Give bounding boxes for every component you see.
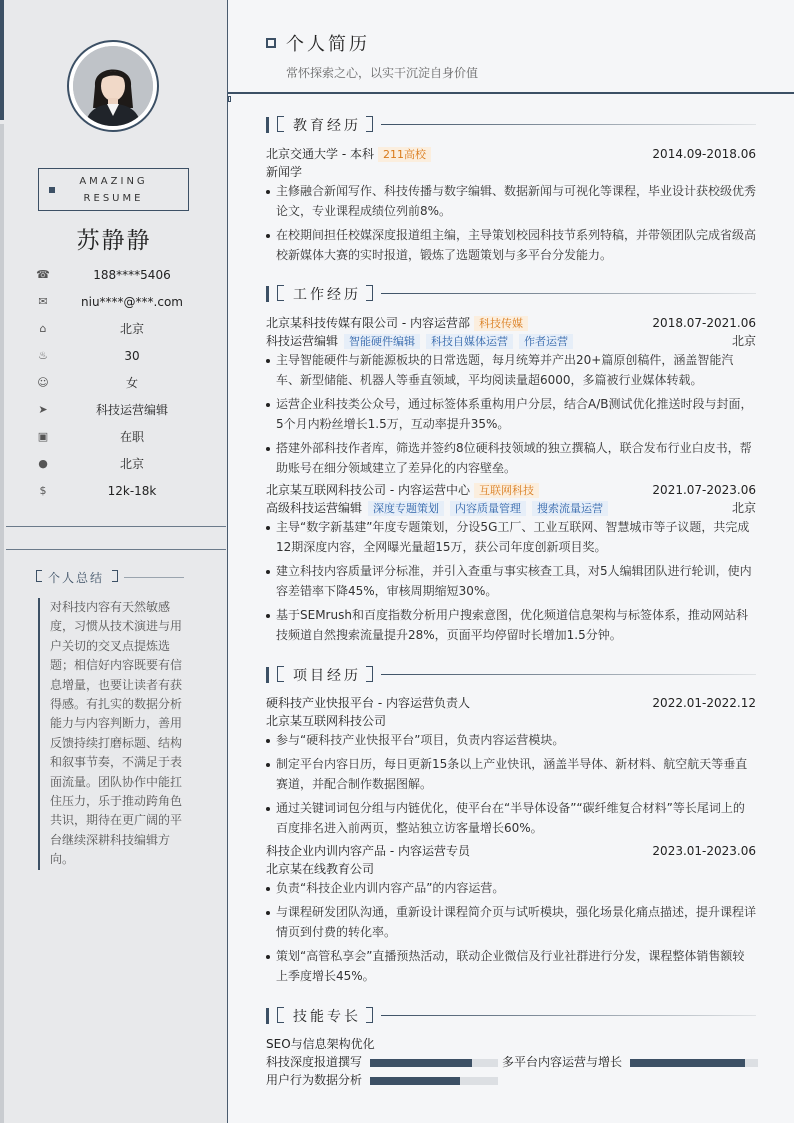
- list-item: 在校期间担任校媒深度报道组主编，主导策划校园科技节系列特稿，并带领团队完成省级高校新媒体大赛的实时报道，锻炼了选题策划与多平台分发能力。: [266, 226, 756, 265]
- school-badge: 211高校: [378, 147, 431, 162]
- corner-mark: [228, 96, 231, 102]
- info-value: 在职: [119, 430, 144, 444]
- bracket-left-icon: [277, 666, 284, 682]
- job-role: 科技运营编辑: [266, 334, 339, 348]
- bracket-left-icon: [277, 116, 284, 132]
- job-tag: 科技自媒体运营: [426, 334, 513, 349]
- info-age: [36, 347, 206, 365]
- info-target-role: [36, 401, 206, 419]
- info-value: 科技运营编辑: [95, 403, 168, 417]
- avatar-frame: [67, 40, 159, 132]
- list-item: 负责“科技企业内训内容产品”的内容运营。: [266, 879, 756, 899]
- sidebar-divider: [6, 526, 226, 527]
- education-header: [266, 146, 756, 163]
- title-square-icon: [266, 38, 276, 48]
- phone-icon: ☎: [36, 268, 50, 281]
- bracket-right-icon: [366, 1007, 373, 1023]
- project-org-row: [266, 713, 756, 730]
- education-major-row: [266, 164, 756, 181]
- info-gender: [36, 374, 206, 392]
- education-date: 2014.09-2018.06: [652, 147, 756, 161]
- skill-bar: [370, 1059, 498, 1067]
- skill-headline: SEO与信息架构优化: [266, 1037, 375, 1051]
- list-item: 运营企业科技类公众号，通过标签体系重构用户分层，结合A/B测试优化推送时段与封面，5个月内粉丝增长1.5万，互动率提升35%。: [266, 395, 756, 434]
- email-icon: ✉: [38, 295, 48, 308]
- skill-bar: [370, 1077, 498, 1085]
- project-header: [266, 843, 756, 860]
- info-status: [36, 428, 206, 446]
- job-tag: 内容质量管理: [450, 501, 526, 516]
- job-company: 北京某科技传媒有限公司 - 内容运营部: [266, 316, 470, 330]
- sidebar-accent-bar: [0, 0, 4, 120]
- list-item: 主导智能硬件与新能源板块的日常选题，每月统筹并产出20+篇原创稿件，涵盖智能汽车、新型储能、机器人等垂直领域，平均阅读量超6000，多篇被行业媒体转载。: [266, 351, 756, 390]
- job-role-row: [266, 500, 756, 517]
- section-line: [381, 674, 756, 675]
- info-location: [36, 455, 206, 473]
- list-item: 基于SEMrush和百度指数分析用户搜索意图，优化频道信息架构与标签体系，推动网站科技频道自然搜索流量提升28%，页面平均停留时长增加1.5分钟。: [266, 606, 756, 645]
- info-hometown: [36, 320, 206, 338]
- job-tag: 深度专题策划: [368, 501, 444, 516]
- bracket-right-icon: [366, 285, 373, 301]
- skill-label: 用户行为数据分析: [266, 1073, 363, 1087]
- project-org-row: [266, 861, 756, 878]
- list-item: 主修融合新闻写作、科技传播与数字编辑、数据新闻与可视化等课程，毕业设计获校级优秀论文，专业课程成绩位列前8%。: [266, 182, 756, 221]
- cake-icon: ♨: [38, 349, 48, 362]
- info-value: 北京: [119, 457, 144, 471]
- bracket-right-icon: [112, 570, 118, 582]
- avatar-portrait-icon: [73, 46, 153, 126]
- list-item: 搭建外部科技作者库，筛选并签约8位硬科技领域的独立撰稿人，联合发布行业白皮书，帮助账号在细分领域建立了差异化的内容壁垒。: [266, 439, 756, 478]
- section-line: [381, 293, 756, 294]
- list-item: 制定平台内容日历，每日更新15条以上产业快讯，涵盖半导体、新材料、航空航天等垂直赛道，并配合制作数据图解。: [266, 755, 756, 794]
- info-value: 女: [125, 376, 138, 390]
- bracket-left-icon: [277, 285, 284, 301]
- project-name: 硬科技产业快报平台 - 内容运营负责人: [266, 696, 470, 710]
- bracket-left-icon: [36, 570, 42, 582]
- skill-bar-fill: [370, 1077, 460, 1085]
- project-header: [266, 695, 756, 712]
- section-line: [381, 1015, 756, 1016]
- info-salary: [36, 482, 206, 500]
- job-tag: 智能硬件编辑: [344, 334, 420, 349]
- education-major: 新闻学: [266, 165, 303, 179]
- info-value: 12k-18k: [107, 484, 157, 498]
- job-badge: 科技传媒: [474, 316, 528, 331]
- sidebar-divider: [6, 549, 226, 550]
- resume-page: AMAZING RESUME 苏静静 ☎ 188****5406 ✉ niu****@***.com ⌂ 北京 ♨ 30 ☺ 女 ➤ 科技运营编辑 ▣ 在职 ● 北京 $ 12k-18k 个人总结 对科技内容有天然敏感度，习惯从技术演进与用户关切的交叉点提炼选题；相信好内容既要有信息增量，也要让读者有获得感。有扎实的数据分析能力与内容判断力，善用反馈持续打磨标题、结构和叙事节奏，不满足于表面流量。团队协作中能扛住压力，乐于推动跨角色共识，期待在更广阔的平台继续深耕科技编辑方向。 个人简历 常怀探索之心，以实干沉淀自身价值 教育经历 北京交通大学 - 本科 211高校 2014.09-2018.06 新闻学 主修融合新闻写作、科技传播与数字编辑、数据新闻与可视化等课程，毕业设计获校级优秀论文，专业课程成绩位列前8%。 在校期间担任校媒深度报道组主编，主导策划校园科技节系列特稿，并带领团队完成省级高校新媒体大赛的实时报道，锻炼了选题策划与多平台分发能力。 工作经历 北京某科技传媒有限公司 - 内容运营部 科技传媒 2018.07-2021.06 科技运营编辑 智能硬件编辑 科技自媒体运营 作者运营 北京 主导智能硬件与新能源板块的日常选题，每月统筹并产出20+篇原创稿件，涵盖智能汽车、新型储能、机器人等垂直领域，平均阅读量超6000，多篇被行业媒体转载。 运营企业科技类公众号，通过标签体系重构用户分层，结合A/B测试优化推送时段与封面，5个月内粉丝增长1.5万，互动率提升35%。 搭建外部科技作者库，筛选并签约8位硬科技领域的独立撰稿人，联合发布行业白皮书，帮助账号在细分领域建立了差异化的内容壁垒。 北京某互联网科技公司 - 内容运营中心 互联网科技 2021.07-2023.06 高级科技运营编辑 深度专题策划 内容质量管理 搜索流量运营 北京 主导“数字新基建”年度专题策划，分设5G工厂、工业互联网、智慧城市等子议题，共完成12期深度内容，全网曝光量超15万，获公司年度创新项目奖。 建立科技内容质量评分标准，并引入查重与事实核查工具，对5人编辑团队进行轮训，使内容差错率下降45%，审核周期缩短30%。 基于SEMrush和百度指数分析用户搜索意图，优化频道信息架构与标签体系，推动网站科技频道自然搜索流量提升28%，页面平均停留时长增加1.5分钟。 项目经历 硬科技产业快报平台 - 内容运营负责人 2022.01-2022.12 北京某互联网科技公司 参与“硬科技产业快报平台”项目，负责内容运营模块。 制定平台内容日历，每日更新15条以上产业快讯，涵盖半导体、新材料、航空航天等垂直赛道，并配合制作数据图解。 通过关键词词包分组与内链优化，使平台在“半导体设备”“碳纤维复合材料”等长尾词上的百度排名进入前两页，整站独立访客量增长60%。 科技企业内训内容产品 - 内容运营专员 2023.01-2023.06 北京某在线教育公司 负责“科技企业内训内容产品”的内容运营。 与课程研发团队沟通，重新设计课程简介页与试听模块，强化场景化痛点描述，提升课程详情页到付费的转化率。 策划“高管私享会”直播预热活动，联动企业微信及行业社群进行分发，课程整体销售额较上季度增长45%。 技能专长 SEO与信息架构优化 科技深度报道撰写 多平台内容运营与增长 用户行为数据分析: [0, 0, 794, 1123]
- skill-label: 科技深度报道撰写: [266, 1055, 363, 1069]
- job-role-row: [266, 333, 756, 350]
- page-subtitle: 常怀探索之心，以实干沉淀自身价值: [286, 66, 479, 80]
- bracket-right-icon: [366, 666, 373, 682]
- info-value: 188****5406: [93, 268, 171, 282]
- tag-line-2: RESUME: [83, 193, 144, 204]
- list-item: 通过关键词词包分组与内链优化，使平台在“半导体设备”“碳纤维复合材料”等长尾词上的百度排名进入前两页，整站独立访客量增长60%。: [266, 799, 756, 838]
- avatar: [73, 46, 153, 126]
- job-city: 北京: [731, 501, 756, 515]
- list-item: 与课程研发团队沟通，重新设计课程简介页与试听模块，强化场景化痛点描述，提升课程详情页到付费的转化率。: [266, 903, 756, 942]
- skill-bar-fill: [630, 1059, 745, 1067]
- job-role: 高级科技运营编辑: [266, 501, 363, 515]
- job-city: 北京: [731, 334, 756, 348]
- summary-text: 对科技内容有天然敏感度，习惯从技术演进与用户关切的交叉点提炼选题；相信好内容既要有信息增量，也要让读者有获得感。有扎实的数据分析能力与内容判断力，善用反馈持续打磨标题、结构和叙事节奏，不满足于表面流量。团队协作中能扛住压力，乐于推动跨角色共识，期待在更广阔的平台继续深耕科技编辑方向。: [38, 598, 184, 870]
- summary-title-line: [124, 577, 184, 578]
- money-icon: $: [39, 484, 47, 497]
- section-line: [381, 124, 756, 125]
- job-date: 2021.07-2023.06: [652, 483, 756, 497]
- info-value: niu****@***.com: [81, 295, 183, 309]
- job-tag: 搜索流量运营: [532, 501, 608, 516]
- bracket-left-icon: [277, 1007, 284, 1023]
- briefcase-icon: ▣: [37, 430, 49, 443]
- job-header: [266, 482, 756, 499]
- project-org: 北京某互联网科技公司: [266, 714, 387, 728]
- job-tag: 作者运营: [519, 334, 573, 349]
- skill-bar: [630, 1059, 758, 1067]
- home-icon: ⌂: [39, 322, 47, 335]
- send-icon: ➤: [38, 403, 48, 416]
- bracket-right-icon: [366, 116, 373, 132]
- project-date: 2023.01-2023.06: [652, 844, 756, 858]
- page-title: 个人简历: [286, 34, 370, 55]
- tag-line-1: AMAZING: [79, 176, 148, 187]
- face-icon: ☺: [37, 376, 49, 389]
- resume-tag-box: [38, 168, 189, 211]
- list-item: 参与“硬科技产业快报平台”项目，负责内容运营模块。: [266, 731, 756, 751]
- skill-label: 多平台内容运营与增长: [502, 1055, 623, 1069]
- project-date: 2022.01-2022.12: [652, 696, 756, 710]
- skill-bar-fill: [370, 1059, 472, 1067]
- school-name: 北京交通大学 - 本科: [266, 147, 374, 161]
- project-name: 科技企业内训内容产品 - 内容运营专员: [266, 844, 470, 858]
- list-item: 建立科技内容质量评分标准，并引入查重与事实核查工具，对5人编辑团队进行轮训，使内容差错率下降45%，审核周期缩短30%。: [266, 562, 756, 601]
- sidebar-accent-bar-light: [0, 124, 4, 1123]
- location-pin-icon: ●: [38, 457, 48, 470]
- job-header: [266, 315, 756, 332]
- project-org: 北京某在线教育公司: [266, 862, 375, 876]
- job-date: 2018.07-2021.06: [652, 316, 756, 330]
- candidate-name: 苏静静: [76, 228, 152, 254]
- info-value: 30: [124, 349, 140, 363]
- sidebar: AMAZING RESUME 苏静静 ☎ 188****5406 ✉ niu****@***.com ⌂ 北京 ♨ 30 ☺ 女 ➤ 科技运营编辑 ▣ 在职 ● 北京 $ 12k-18k 个人总结 对科技内容有天然敏感度，习惯从技术演进与用户关切的交叉点提炼选题；相信好内容既要有信息增量，也要让读者有获得感。有扎实的数据分析能力与内容判断力，善用反馈持续打磨标题、结构和叙事节奏，不满足于表面流量。团队协作中能扛住压力，乐于推动跨角色共识，期待在更广阔的平台继续深耕科技编辑方向。: [0, 0, 228, 1123]
- info-email: [36, 293, 206, 311]
- list-item: 策划“高管私享会”直播预热活动，联动企业微信及行业社群进行分发，课程整体销售额较上季度增长45%。: [266, 947, 756, 986]
- list-item: 主导“数字新基建”年度专题策划，分设5G工厂、工业互联网、智慧城市等子议题，共完成12期深度内容，全网曝光量超15万，获公司年度创新项目奖。: [266, 518, 756, 557]
- info-value: 北京: [119, 322, 144, 336]
- info-phone: [36, 266, 206, 284]
- job-badge: 互联网科技: [474, 483, 539, 498]
- job-company: 北京某互联网科技公司 - 内容运营中心: [266, 483, 470, 497]
